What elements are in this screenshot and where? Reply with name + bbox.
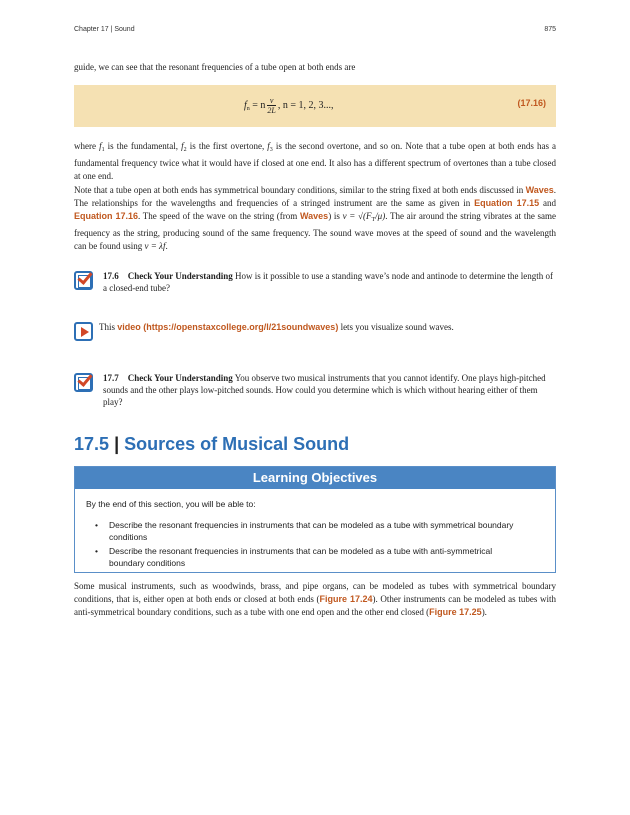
text-boundary-2: . The relationships for the wavelengths and frequencies of a stringed instrument are the same as given in [74,185,556,208]
section-number: 17.5 [74,434,110,454]
learning-objectives-box [74,466,556,573]
link-figure-17-24[interactable]: Figure 17.24 [319,594,373,604]
cyu-label: Check Your Understanding [127,271,233,281]
objective-text-1: Describe the resonant frequencies in instruments that can be modeled as a tube with symmetrical boundary conditions [109,520,514,542]
eq-lhs-sub: n [246,105,250,112]
cyu-question-2: You observe two musical instruments that you cannot identify. One plays high-pitched sounds and the other plays low-pitched sounds. How could you determine which is which without hearing either of them play? [103,373,546,407]
wavelength-formula: v = λf [144,241,166,251]
page-number: 875 [544,26,556,33]
section-heading [74,434,349,455]
text-and: and [543,198,557,208]
equation-number: (17.16) [517,98,546,108]
eq-condition: , n = 1, 2, 3..., [277,99,334,111]
text-second-overtone: is the second overtone, and so on. Note that a tube open at both ends has a fundamental frequency twice what it would have if closed at one end. It also has a different spectrum of overtones than a tube closed at one end. [74,141,557,181]
eq-frac-num: v [267,96,275,106]
paragraph-overtones [74,140,556,183]
eq-frac-den: 2L [267,106,276,115]
paragraph-boundary-conditions [74,184,556,253]
check-understanding-17-7 [103,372,556,408]
link-waves[interactable]: Waves [525,185,554,195]
eq-fraction [267,96,275,115]
link-equation-17-15[interactable]: Equation 17.15 [474,198,540,208]
wave-speed-formula: $v = √(F_T/\mu)$ [342,211,386,223]
text-period: . [165,241,168,251]
text-fundamental: is the fundamental, [107,141,179,151]
paragraph-musical-instruments [74,580,556,619]
check-understanding-icon [74,271,93,290]
list-item: • Describe the resonant frequencies in instruments that can be modeled as a tube with symmetrical boundary conditions [95,520,514,542]
running-header-chapter: Chapter 17 | Sound [74,26,135,33]
video-note [99,321,552,333]
link-waves-2[interactable]: Waves [300,211,329,221]
text-instruments-3: ). [481,607,487,617]
cyu-number: 17.6 [103,271,119,281]
equation-box [74,85,556,127]
cyu-number-2: 17.7 [103,373,119,383]
learning-objectives-heading: Learning Objectives [75,467,555,489]
f2-symbol: $f_2$ [181,141,187,153]
intro-line: guide, we can see that the resonant frequencies of a tube open at both ends are [74,62,356,72]
video-post-text: lets you visualize sound waves. [340,322,454,332]
text-where: where [74,141,96,151]
video-pre-text: This [99,322,116,332]
list-item: • Describe the resonant frequencies in instruments that can be modeled as a tube with anti-symmetrical boundary conditions [95,546,493,568]
text-boundary-1: Note that a tube open at both ends has symmetrical boundary conditions, similar to the string fixed at both ends discussed in [74,185,524,195]
f3-symbol: $f_3$ [267,141,273,153]
check-understanding-17-6 [103,270,556,294]
objective-text-2: Describe the resonant frequencies in instruments that can be modeled as a tube with anti-symmetrical boundary conditions [109,546,493,568]
f1-symbol: $f_1$ [99,141,105,153]
learning-objectives-intro: By the end of this section, you will be able to: [86,499,256,509]
section-title-text: Sources of Musical Sound [124,434,350,454]
cyu-question: How is it possible to use a standing wave’s node and antinode to determine the length of a closed-end tube? [103,271,553,293]
eq-equals: = n [249,99,266,111]
equation-formula [244,96,334,115]
learning-objectives-list [95,519,515,571]
text-boundary-3: . The speed of the wave on the string (from [137,211,298,221]
text-boundary-5: . The air around the string vibrates at the same frequency as the string, producing sound of the same frequency. The sound wave moves at the speed of sound and the wavelength can be found using [74,211,557,251]
eq-lhs: f [244,99,247,111]
text-boundary-4: ) is [328,211,340,221]
cyu-label-2: Check Your Understanding [127,373,233,383]
check-understanding-icon-2 [74,373,93,392]
link-equation-17-16[interactable]: Equation 17.16 [74,211,138,221]
section-separator: | [114,434,120,454]
text-instruments-1: Some musical instruments, such as woodwinds, brass, and pipe organs, can be modeled as tubes with symmetrical boundary conditions, that is, either open at both ends or closed at both ends ( [74,581,556,604]
video-play-icon[interactable] [74,322,93,341]
text-first-overtone: is the first overtone, [189,141,265,151]
video-link[interactable]: video (https://openstaxcollege.org/l/21soundwaves) [117,322,339,332]
link-figure-17-25[interactable]: Figure 17.25 [429,607,482,617]
text-instruments-2: ). Other instruments can be modeled as tubes with anti-symmetrical boundary conditions, such as a tube with one end open and the other end closed ( [74,594,556,617]
